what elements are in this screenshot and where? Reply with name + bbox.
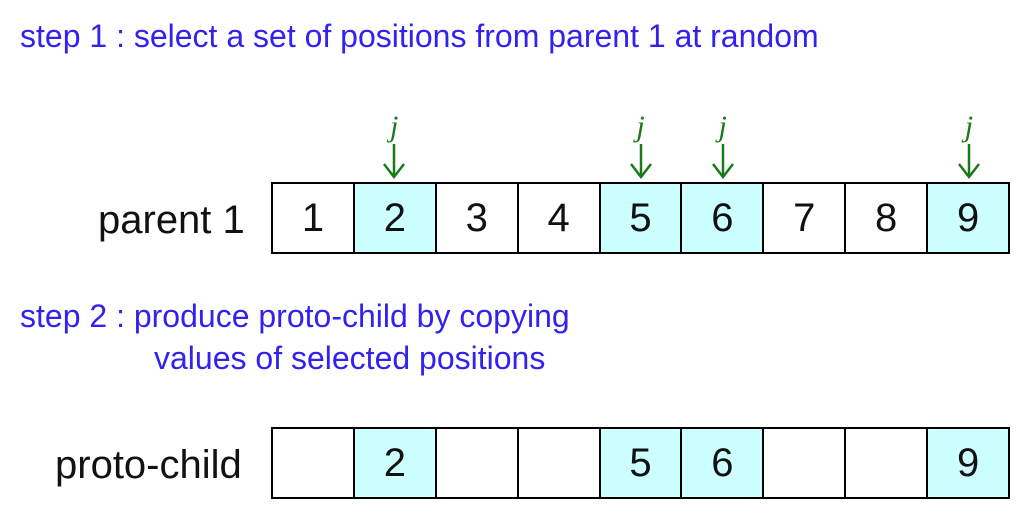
down-arrow-icon (374, 142, 414, 180)
down-arrow-icon (621, 142, 661, 180)
child-cell-3 (437, 429, 519, 497)
parent-cell-4: 4 (519, 184, 601, 252)
child-cell-5: 5 (601, 429, 683, 497)
child-cell-9: 9 (928, 429, 1008, 497)
child-cell-8 (846, 429, 928, 497)
marker-j-label: j (718, 110, 727, 143)
parent-cell-3: 3 (437, 184, 519, 252)
selection-marker-6 (703, 112, 743, 180)
parent-cell-6: 6 (682, 184, 764, 252)
parent-cell-8: 8 (846, 184, 928, 252)
child-cell-4 (519, 429, 601, 497)
step-2-text-line-1: step 2 : produce proto-child by copying (20, 298, 570, 334)
step-2-text-line-2: values of selected positions (154, 340, 546, 376)
selection-marker-2 (374, 112, 414, 180)
down-arrow-icon (703, 142, 743, 180)
proto-child-array (271, 427, 1010, 499)
parent-cell-5: 5 (601, 184, 683, 252)
marker-j-label: j (389, 110, 399, 143)
parent-label: parent 1 (98, 198, 245, 242)
child-cell-1 (273, 429, 355, 497)
marker-j-label: j (964, 110, 974, 143)
step-1-text: step 1 : select a set of positions from parent 1 at random (20, 18, 819, 54)
parent-array (271, 182, 1010, 254)
child-cell-2: 2 (355, 429, 437, 497)
child-cell-7 (764, 429, 846, 497)
parent-cell-2: 2 (355, 184, 437, 252)
marker-j-label: j (636, 110, 645, 143)
parent-cell-1: 1 (273, 184, 355, 252)
down-arrow-icon (949, 142, 989, 180)
selection-marker-5 (621, 112, 661, 180)
proto-child-label: proto-child (55, 443, 242, 487)
parent-cell-7: 7 (764, 184, 846, 252)
child-cell-6: 6 (682, 429, 764, 497)
selection-marker-9 (949, 112, 989, 180)
parent-cell-9: 9 (928, 184, 1008, 252)
